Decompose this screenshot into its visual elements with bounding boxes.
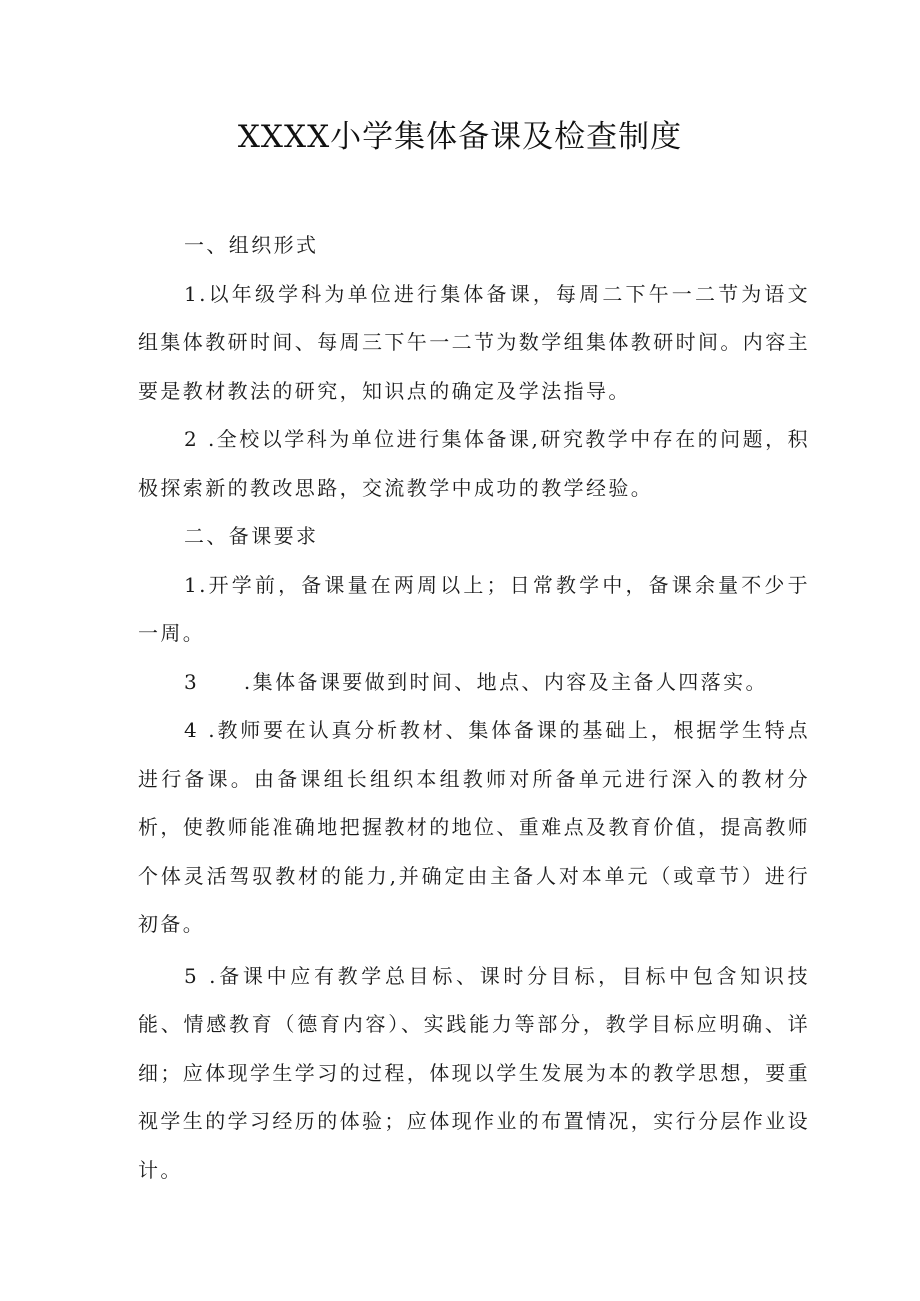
paragraph-requirements-4: 4 .教师要在认真分析教材、集体备课的基础上，根据学生特点进行备课。由备课组长组织本组教师对所备单元进行深入的教材分析，使教师能准确地把握教材的地位、重难点及教育价值，提高教师个体灵活驾驭教材的能力,并确定由主备人对本单元（或章节）进行初备。 — [138, 718, 810, 936]
paragraph-organization-2: 2 .全校以学科为单位进行集体备课,研究教学中存在的问题，积极探索新的教改思路，交流教学中成功的教学经验。 — [138, 427, 810, 500]
section-heading-requirements: 二、备课要求 — [184, 524, 319, 548]
paragraph-requirements-3: 3 .集体备课要做到时间、地点、内容及主备人四落实。 — [184, 669, 768, 694]
document-body — [138, 221, 810, 1194]
paragraph-organization-1: 1.以年级学科为单位进行集体备课，每周二下午一二节为语文组集体教研时间、每周三下午一二节为数学组集体教研时间。内容主要是教材教法的研究，知识点的确定及学法指导。 — [138, 281, 810, 403]
paragraph-requirements-5: 5 .备课中应有教学总目标、课时分目标，目标中包含知识技能、情感教育（德育内容）、实践能力等部分，教学目标应明确、详细；应体现学生学习的过程，体现以学生发展为本的教学思想，要重视学生的学习经历的体验；应体现作业的布置情况，实行分层作业设计。 — [138, 963, 810, 1182]
section-heading-organization: 一、组织形式 — [184, 233, 319, 257]
paragraph-requirements-1: 1.开学前，备课量在两周以上；日常教学中，备课余量不少于一周。 — [138, 572, 810, 645]
document-title: XXXX小学集体备课及检查制度 — [237, 119, 683, 155]
